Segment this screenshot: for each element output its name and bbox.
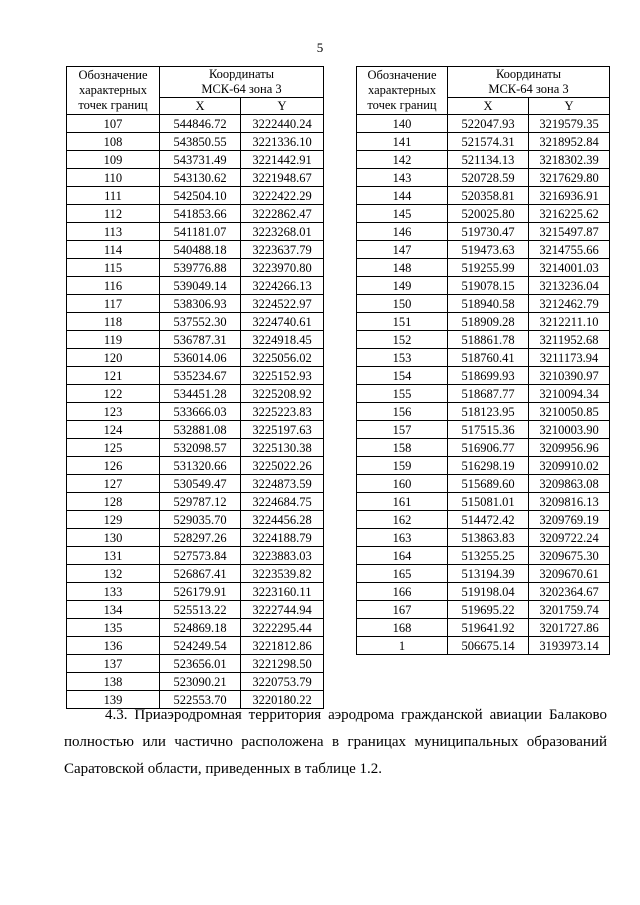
y-coordinate-cell: 3224188.79 [241,529,324,547]
header-y: Y [241,98,324,115]
table-row [357,565,610,583]
y-coordinate-cell: 3221812.86 [241,637,324,655]
y-coordinate-cell: 3211952.68 [529,331,610,349]
x-coordinate-cell: 523656.01 [160,655,241,673]
point-number-cell: 123 [67,403,160,421]
table-row [67,403,324,421]
table-row [67,583,324,601]
point-number-cell: 167 [357,601,448,619]
point-number-cell: 165 [357,565,448,583]
table-row [67,493,324,511]
point-number-cell: 157 [357,421,448,439]
y-coordinate-cell: 3218302.39 [529,151,610,169]
y-coordinate-cell: 3216936.91 [529,187,610,205]
point-number-cell: 161 [357,493,448,511]
table-row [357,457,610,475]
point-number-cell: 107 [67,115,160,133]
table-row [357,277,610,295]
x-coordinate-cell: 519198.04 [448,583,529,601]
y-coordinate-cell: 3209863.08 [529,475,610,493]
header-point-designation: Обозначение характерных точек границ [67,67,160,115]
y-coordinate-cell: 3222744.94 [241,601,324,619]
point-number-cell: 156 [357,403,448,421]
x-coordinate-cell: 513863.83 [448,529,529,547]
y-coordinate-cell: 3221948.67 [241,169,324,187]
x-coordinate-cell: 520728.59 [448,169,529,187]
x-coordinate-cell: 523090.21 [160,673,241,691]
point-number-cell: 145 [357,205,448,223]
table-row [67,439,324,457]
table-row [67,259,324,277]
header-y: Y [529,98,610,115]
x-coordinate-cell: 520025.80 [448,205,529,223]
point-number-cell: 148 [357,259,448,277]
x-coordinate-cell: 506675.14 [448,637,529,655]
table-row [67,277,324,295]
x-coordinate-cell: 525513.22 [160,601,241,619]
y-coordinate-cell: 3209956.96 [529,439,610,457]
y-coordinate-cell: 3223160.11 [241,583,324,601]
table-row [357,439,610,457]
table-row [67,637,324,655]
table-row [357,223,610,241]
point-number-cell: 114 [67,241,160,259]
y-coordinate-cell: 3222440.24 [241,115,324,133]
table-row [357,187,610,205]
y-coordinate-cell: 3223883.03 [241,547,324,565]
point-number-cell: 135 [67,619,160,637]
x-coordinate-cell: 532098.57 [160,439,241,457]
point-number-cell: 128 [67,493,160,511]
table-row [67,475,324,493]
table-row [357,547,610,565]
x-coordinate-cell: 536014.06 [160,349,241,367]
section-paragraph: 4.3. Приаэродромная территория аэродрома гражданской авиации Балаково полностью или частично расположена в границах муниципальных образований Саратовской области, приведенных в таблице 1.2. [64,707,607,777]
point-number-cell: 140 [357,115,448,133]
x-coordinate-cell: 537552.30 [160,313,241,331]
x-coordinate-cell: 521134.13 [448,151,529,169]
y-coordinate-cell: 3220180.22 [241,691,324,709]
point-number-cell: 108 [67,133,160,151]
y-coordinate-cell: 3225223.83 [241,403,324,421]
y-coordinate-cell: 3209769.19 [529,511,610,529]
point-number-cell: 139 [67,691,160,709]
table-row [357,637,610,655]
table-row [67,223,324,241]
table-row [357,115,610,133]
header-coordinates: Координаты МСК-64 зона 3 [160,67,324,98]
table-row [357,133,610,151]
y-coordinate-cell: 3209675.30 [529,547,610,565]
table-row [67,205,324,223]
y-coordinate-cell: 3221442.91 [241,151,324,169]
table-row [357,493,610,511]
x-coordinate-cell: 524869.18 [160,619,241,637]
point-number-cell: 119 [67,331,160,349]
x-coordinate-cell: 529787.12 [160,493,241,511]
point-number-cell: 162 [357,511,448,529]
x-coordinate-cell: 532881.08 [160,421,241,439]
x-coordinate-cell: 515081.01 [448,493,529,511]
x-coordinate-cell: 524249.54 [160,637,241,655]
table-row [357,349,610,367]
y-coordinate-cell: 3209722.24 [529,529,610,547]
y-coordinate-cell: 3221336.10 [241,133,324,151]
x-coordinate-cell: 519473.63 [448,241,529,259]
table-row [67,133,324,151]
x-coordinate-cell: 543850.55 [160,133,241,151]
point-number-cell: 118 [67,313,160,331]
x-coordinate-cell: 536787.31 [160,331,241,349]
header-x: X [160,98,241,115]
table-row [67,529,324,547]
y-coordinate-cell: 3212211.10 [529,313,610,331]
x-coordinate-cell: 531320.66 [160,457,241,475]
y-coordinate-cell: 3224266.13 [241,277,324,295]
table-row [67,241,324,259]
point-number-cell: 110 [67,169,160,187]
x-coordinate-cell: 518940.58 [448,295,529,313]
y-coordinate-cell: 3214001.03 [529,259,610,277]
point-number-cell: 142 [357,151,448,169]
point-number-cell: 146 [357,223,448,241]
x-coordinate-cell: 543130.62 [160,169,241,187]
table-row [357,583,610,601]
x-coordinate-cell: 543731.49 [160,151,241,169]
y-coordinate-cell: 3213236.04 [529,277,610,295]
x-coordinate-cell: 513255.25 [448,547,529,565]
y-coordinate-cell: 3210390.97 [529,367,610,385]
y-coordinate-cell: 3211173.94 [529,349,610,367]
table-row [357,313,610,331]
header-point-designation: Обозначение характерных точек границ [357,67,448,115]
table-row [67,187,324,205]
y-coordinate-cell: 3223268.01 [241,223,324,241]
table-row [357,385,610,403]
y-coordinate-cell: 3202364.67 [529,583,610,601]
x-coordinate-cell: 522553.70 [160,691,241,709]
table-row [67,421,324,439]
y-coordinate-cell: 3221298.50 [241,655,324,673]
x-coordinate-cell: 539776.88 [160,259,241,277]
x-coordinate-cell: 540488.18 [160,241,241,259]
point-number-cell: 152 [357,331,448,349]
point-number-cell: 127 [67,475,160,493]
table-row [67,169,324,187]
y-coordinate-cell: 3201727.86 [529,619,610,637]
y-coordinate-cell: 3193973.14 [529,637,610,655]
point-number-cell: 132 [67,565,160,583]
y-coordinate-cell: 3216225.62 [529,205,610,223]
table-row [67,457,324,475]
table-row [67,511,324,529]
table-row [357,529,610,547]
x-coordinate-cell: 526179.91 [160,583,241,601]
table-row [67,115,324,133]
y-coordinate-cell: 3224684.75 [241,493,324,511]
page-number: 5 [316,40,324,55]
y-coordinate-cell: 3220753.79 [241,673,324,691]
header-x: X [448,98,529,115]
table-row [67,367,324,385]
y-coordinate-cell: 3222422.29 [241,187,324,205]
y-coordinate-cell: 3224522.97 [241,295,324,313]
point-number-cell: 155 [357,385,448,403]
point-number-cell: 109 [67,151,160,169]
table-row [67,295,324,313]
coordinates-table-left [66,66,324,709]
x-coordinate-cell: 518861.78 [448,331,529,349]
table-row [357,421,610,439]
y-coordinate-cell: 3210050.85 [529,403,610,421]
table-row [357,205,610,223]
x-coordinate-cell: 518687.77 [448,385,529,403]
point-number-cell: 137 [67,655,160,673]
x-coordinate-cell: 529035.70 [160,511,241,529]
table-row [67,601,324,619]
x-coordinate-cell: 519255.99 [448,259,529,277]
point-number-cell: 136 [67,637,160,655]
y-coordinate-cell: 3225022.26 [241,457,324,475]
table-row [357,367,610,385]
point-number-cell: 138 [67,673,160,691]
x-coordinate-cell: 516906.77 [448,439,529,457]
point-number-cell: 111 [67,187,160,205]
y-coordinate-cell: 3222862.47 [241,205,324,223]
y-coordinate-cell: 3210003.90 [529,421,610,439]
table-row [357,295,610,313]
point-number-cell: 116 [67,277,160,295]
point-number-cell: 168 [357,619,448,637]
x-coordinate-cell: 522047.93 [448,115,529,133]
point-number-cell: 130 [67,529,160,547]
point-number-cell: 143 [357,169,448,187]
table-row [357,151,610,169]
x-coordinate-cell: 518699.93 [448,367,529,385]
point-number-cell: 1 [357,637,448,655]
x-coordinate-cell: 520358.81 [448,187,529,205]
y-coordinate-cell: 3209910.02 [529,457,610,475]
point-number-cell: 163 [357,529,448,547]
x-coordinate-cell: 518123.95 [448,403,529,421]
x-coordinate-cell: 515689.60 [448,475,529,493]
y-coordinate-cell: 3201759.74 [529,601,610,619]
y-coordinate-cell: 3224873.59 [241,475,324,493]
point-number-cell: 166 [357,583,448,601]
x-coordinate-cell: 528297.26 [160,529,241,547]
x-coordinate-cell: 527573.84 [160,547,241,565]
x-coordinate-cell: 533666.03 [160,403,241,421]
point-number-cell: 124 [67,421,160,439]
x-coordinate-cell: 519641.92 [448,619,529,637]
table-row [67,619,324,637]
point-number-cell: 126 [67,457,160,475]
point-number-cell: 125 [67,439,160,457]
point-number-cell: 160 [357,475,448,493]
y-coordinate-cell: 3224456.28 [241,511,324,529]
y-coordinate-cell: 3209816.13 [529,493,610,511]
coordinates-table-right [356,66,610,655]
point-number-cell: 121 [67,367,160,385]
y-coordinate-cell: 3225208.92 [241,385,324,403]
point-number-cell: 144 [357,187,448,205]
x-coordinate-cell: 539049.14 [160,277,241,295]
point-number-cell: 120 [67,349,160,367]
table-row [357,241,610,259]
y-coordinate-cell: 3215497.87 [529,223,610,241]
y-coordinate-cell: 3223637.79 [241,241,324,259]
x-coordinate-cell: 541181.07 [160,223,241,241]
y-coordinate-cell: 3210094.34 [529,385,610,403]
header-coordinates: Координаты МСК-64 зона 3 [448,67,610,98]
point-number-cell: 159 [357,457,448,475]
y-coordinate-cell: 3225056.02 [241,349,324,367]
y-coordinate-cell: 3209670.61 [529,565,610,583]
y-coordinate-cell: 3225130.38 [241,439,324,457]
y-coordinate-cell: 3217629.80 [529,169,610,187]
y-coordinate-cell: 3224918.45 [241,331,324,349]
x-coordinate-cell: 542504.10 [160,187,241,205]
table-row [67,151,324,169]
y-coordinate-cell: 3219579.35 [529,115,610,133]
point-number-cell: 115 [67,259,160,277]
table-row [67,655,324,673]
point-number-cell: 112 [67,205,160,223]
x-coordinate-cell: 541853.66 [160,205,241,223]
y-coordinate-cell: 3223539.82 [241,565,324,583]
x-coordinate-cell: 518760.41 [448,349,529,367]
table-row [357,259,610,277]
x-coordinate-cell: 519695.22 [448,601,529,619]
table-row [67,565,324,583]
table-row [67,547,324,565]
point-number-cell: 117 [67,295,160,313]
y-coordinate-cell: 3222295.44 [241,619,324,637]
y-coordinate-cell: 3212462.79 [529,295,610,313]
y-coordinate-cell: 3223970.80 [241,259,324,277]
table-row [67,385,324,403]
table-row [357,619,610,637]
point-number-cell: 122 [67,385,160,403]
x-coordinate-cell: 521574.31 [448,133,529,151]
y-coordinate-cell: 3214755.66 [529,241,610,259]
x-coordinate-cell: 534451.28 [160,385,241,403]
table-row [67,673,324,691]
point-number-cell: 113 [67,223,160,241]
y-coordinate-cell: 3224740.61 [241,313,324,331]
x-coordinate-cell: 518909.28 [448,313,529,331]
x-coordinate-cell: 538306.93 [160,295,241,313]
point-number-cell: 153 [357,349,448,367]
point-number-cell: 150 [357,295,448,313]
table-row [67,313,324,331]
x-coordinate-cell: 530549.47 [160,475,241,493]
x-coordinate-cell: 513194.39 [448,565,529,583]
y-coordinate-cell: 3218952.84 [529,133,610,151]
table-row [67,349,324,367]
x-coordinate-cell: 514472.42 [448,511,529,529]
table-row [357,169,610,187]
y-coordinate-cell: 3225197.63 [241,421,324,439]
x-coordinate-cell: 519078.15 [448,277,529,295]
table-row [357,403,610,421]
point-number-cell: 147 [357,241,448,259]
table-row [357,511,610,529]
x-coordinate-cell: 526867.41 [160,565,241,583]
table-row [357,601,610,619]
x-coordinate-cell: 544846.72 [160,115,241,133]
point-number-cell: 133 [67,583,160,601]
table-row [67,331,324,349]
x-coordinate-cell: 535234.67 [160,367,241,385]
y-coordinate-cell: 3225152.93 [241,367,324,385]
point-number-cell: 141 [357,133,448,151]
x-coordinate-cell: 517515.36 [448,421,529,439]
point-number-cell: 164 [357,547,448,565]
point-number-cell: 151 [357,313,448,331]
point-number-cell: 158 [357,439,448,457]
point-number-cell: 131 [67,547,160,565]
x-coordinate-cell: 519730.47 [448,223,529,241]
point-number-cell: 149 [357,277,448,295]
point-number-cell: 129 [67,511,160,529]
table-row [357,475,610,493]
point-number-cell: 134 [67,601,160,619]
x-coordinate-cell: 516298.19 [448,457,529,475]
table-row [357,331,610,349]
point-number-cell: 154 [357,367,448,385]
